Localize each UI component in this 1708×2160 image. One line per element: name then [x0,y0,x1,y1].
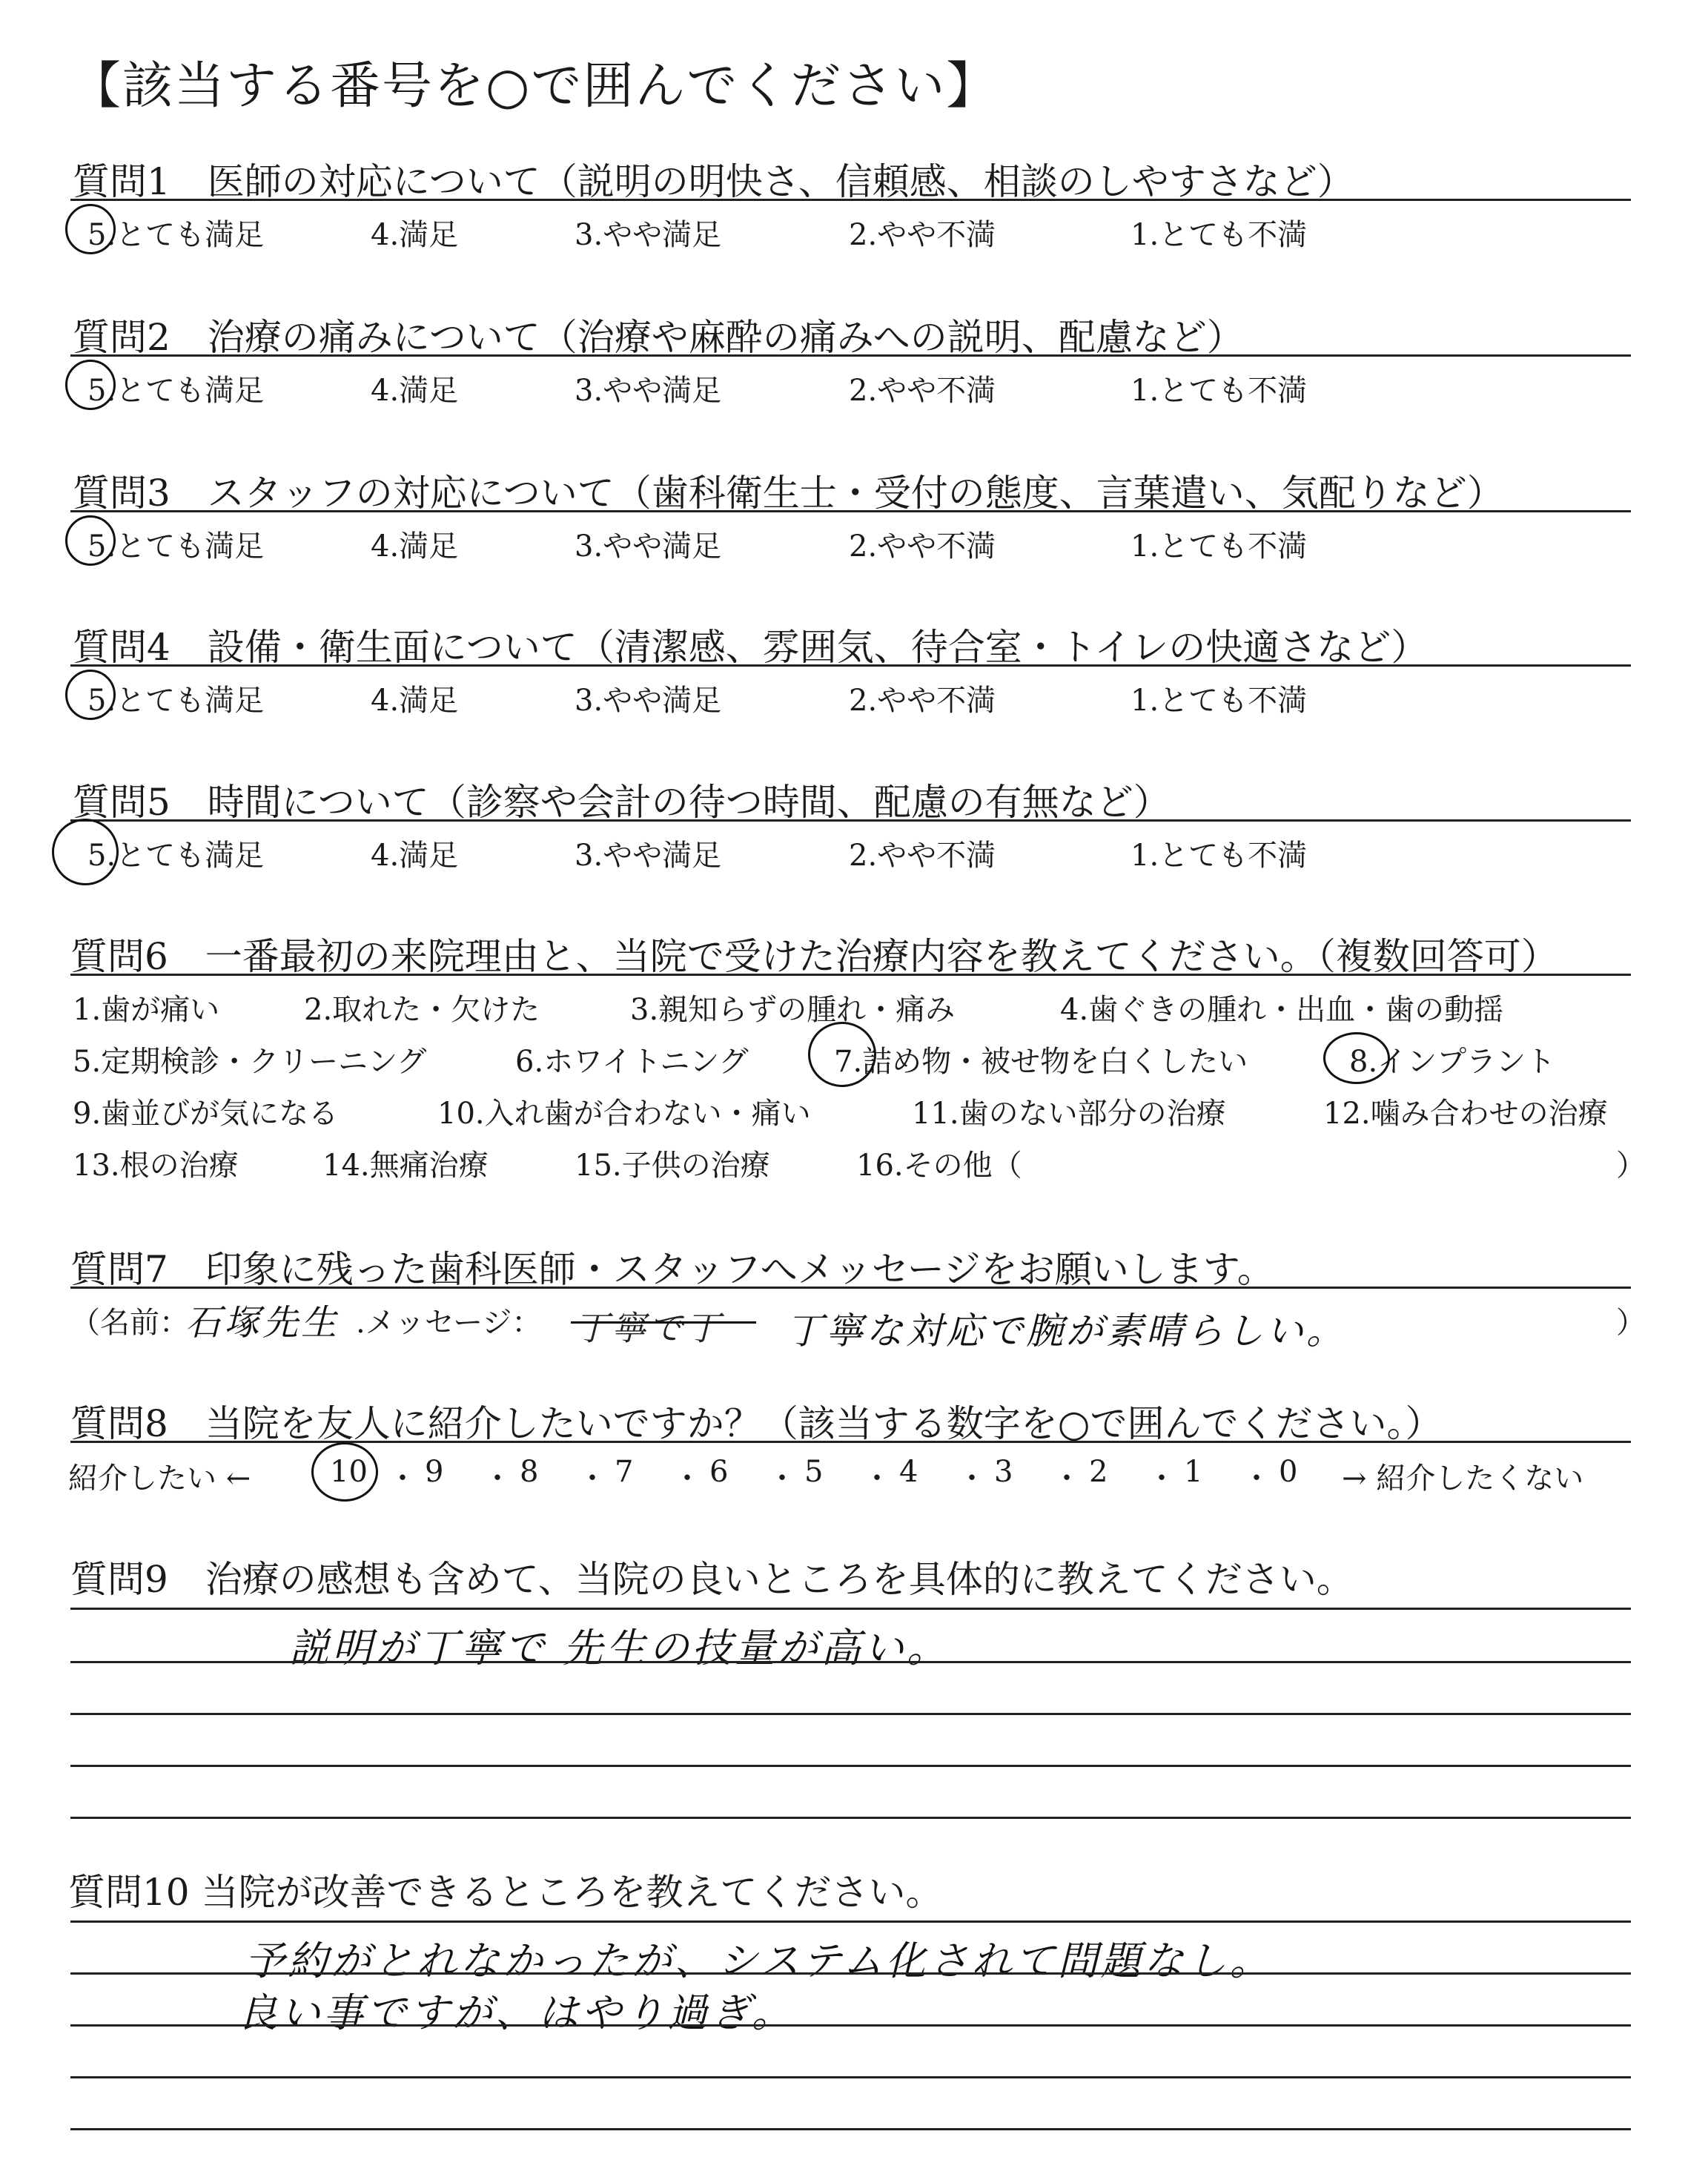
question-9-title: 質問9 治療の感想も含めて、当院の良いところを具体的に教えてください。 [70,1558,1354,1601]
question-6-title: 質問6 一番最初の来院理由と、当院で受けた治療内容を教えてください。（複数回答可） [70,935,1558,978]
q6-option-5[interactable]: 5.定期検診・クリーニング [73,1045,427,1079]
q9-answer[interactable]: 説明が丁寧で 先生の技量が高い。 [289,1625,950,1671]
scale-value[interactable]: 8 [520,1455,539,1489]
answer-line [70,1920,1631,1923]
scale-separator: ・ [388,1462,417,1496]
message-label: .メッセージ： [356,1306,542,1340]
divider [70,199,1631,201]
selection-circle [65,204,116,254]
selection-circle [65,515,116,566]
scale-separator: ・ [483,1462,512,1496]
struck-text: 丁寧で丁 [575,1308,723,1348]
answer-line [70,1661,1631,1663]
divider [70,664,1631,667]
scale-value[interactable]: 7 [615,1455,634,1489]
q6-option-12[interactable]: 12.噛み合わせの治療 [1323,1097,1608,1131]
option-2[interactable]: 2.やや不満 [849,374,996,408]
divider [70,1287,1631,1289]
page-header: 【該当する番号を○で囲んでください】 [70,57,999,116]
option-5[interactable]: 5.とても満足 [87,218,265,252]
strikethrough-line [571,1321,756,1324]
recommend-left-label: 紹介したい ← [68,1462,251,1496]
q6-option-3[interactable]: 3.親知らずの腫れ・痛み [630,993,956,1027]
option-4[interactable]: 4.満足 [371,218,459,252]
scale-separator: ・ [767,1462,797,1496]
name-value[interactable]: 石塚先生 [185,1302,340,1344]
option-4[interactable]: 4.満足 [371,684,459,718]
option-2[interactable]: 2.やや不満 [849,218,996,252]
option-4[interactable]: 4.満足 [371,529,459,564]
selection-circle [65,670,116,720]
divider [70,819,1631,822]
q6-option-7[interactable]: 7.詰め物・被せ物を白くしたい [834,1045,1248,1079]
selection-circle [808,1022,876,1087]
scale-separator: ・ [1052,1462,1082,1496]
option-5[interactable]: 5.とても満足 [87,529,265,564]
scale-separator: ・ [862,1462,892,1496]
question-4-title: 質問4 設備・衛生面について（清潔感、雰囲気、待合室・トイレの快適さなど） [73,626,1429,669]
answer-line [70,2024,1631,2027]
question-2-title: 質問2 治療の痛みについて（治療や麻酔の痛みへの説明、配慮など） [73,316,1244,359]
option-3[interactable]: 3.やや満足 [575,684,722,718]
q6-option-10[interactable]: 10.入れ歯が合わない・痛い [437,1097,811,1131]
selection-circle [65,360,116,410]
scale-value[interactable]: 3 [994,1455,1013,1489]
option-3[interactable]: 3.やや満足 [575,374,722,408]
divider [70,510,1631,512]
selection-circle [311,1442,378,1502]
close-paren: ） [1616,1149,1646,1183]
divider [70,974,1631,976]
scale-value[interactable]: 1 [1184,1455,1203,1489]
question-3-title: 質問3 スタッフの対応について（歯科衛生士・受付の態度、言葉遣い、気配りなど） [73,472,1504,515]
scale-value[interactable]: 4 [899,1455,918,1489]
divider [70,1441,1631,1443]
option-3[interactable]: 3.やや満足 [575,529,722,564]
question-7-title: 質問7 印象に残った歯科医師・スタッフへメッセージをお願いします。 [70,1248,1274,1291]
scale-separator: ・ [577,1462,607,1496]
answer-line [70,1972,1631,1975]
q10-answer-line-2[interactable]: 良い事ですが、はやり過ぎ。 [237,1989,795,2036]
name-label: （名前： [70,1306,189,1340]
option-3[interactable]: 3.やや満足 [575,839,722,873]
option-1[interactable]: 1.とても不満 [1131,374,1308,408]
option-1[interactable]: 1.とても不満 [1131,529,1308,564]
q6-option-1[interactable]: 1.歯が痛い [73,993,220,1027]
q6-option-14[interactable]: 14.無痛治療 [322,1149,489,1183]
answer-line [70,1817,1631,1819]
q10-answer-line-1[interactable]: 予約がとれなかったが、システム化されて問題なし。 [245,1938,1273,1984]
scale-value[interactable]: 6 [709,1455,729,1489]
question-5-title: 質問5 時間について（診察や会計の待つ時間、配慮の有無など） [73,781,1171,824]
scale-value[interactable]: 10 [330,1455,368,1489]
question-1-title: 質問1 医師の対応について（説明の明快さ、信頼感、相談のしやすさなど） [73,160,1354,203]
option-4[interactable]: 4.満足 [371,374,459,408]
selection-circle [1323,1032,1390,1084]
option-1[interactable]: 1.とても不満 [1131,218,1308,252]
option-2[interactable]: 2.やや不満 [849,839,996,873]
scale-value[interactable]: 2 [1089,1455,1108,1489]
q6-option-9[interactable]: 9.歯並びが気になる [73,1097,339,1131]
recommend-right-label: → 紹介したくない [1342,1462,1584,1496]
option-2[interactable]: 2.やや不満 [849,529,996,564]
close-paren: ） [1616,1306,1646,1340]
q6-option-6[interactable]: 6.ホワイトニング [515,1045,749,1079]
q6-option-15[interactable]: 15.子供の治療 [575,1149,770,1183]
option-2[interactable]: 2.やや不満 [849,684,996,718]
scale-separator: ・ [957,1462,987,1496]
scale-value[interactable]: 5 [804,1455,824,1489]
option-1[interactable]: 1.とても不満 [1131,684,1308,718]
scale-separator: ・ [1242,1462,1271,1496]
q6-option-11[interactable]: 11.歯のない部分の治療 [912,1097,1226,1131]
question-8-title: 質問8 当院を友人に紹介したいですか？（該当する数字を○で囲んでください。） [70,1402,1443,1445]
option-5[interactable]: 5.とても満足 [87,374,265,408]
q6-option-13[interactable]: 13.根の治療 [73,1149,239,1183]
answer-line [70,2128,1631,2130]
selection-circle [52,819,119,885]
divider [70,354,1631,357]
answer-line [70,1608,1631,1610]
option-3[interactable]: 3.やや満足 [575,218,722,252]
q6-option-16[interactable]: 16.その他（ [856,1149,1022,1183]
q6-option-2[interactable]: 2.取れた・欠けた [304,993,540,1027]
q6-option-8[interactable]: 8.インプラント [1349,1045,1556,1079]
q6-option-4[interactable]: 4.歯ぐきの腫れ・出血・歯の動揺 [1060,993,1504,1027]
scale-separator: ・ [672,1462,702,1496]
option-5[interactable]: 5.とても満足 [87,839,265,873]
option-4[interactable]: 4.満足 [371,839,459,873]
answer-line [70,2076,1631,2078]
answer-line [70,1765,1631,1767]
scale-value[interactable]: 0 [1279,1455,1298,1489]
option-5[interactable]: 5.とても満足 [87,684,265,718]
answer-line [70,1713,1631,1715]
scale-separator: ・ [1147,1462,1176,1496]
message-value[interactable]: 丁寧な対応で腕が素晴らしい。 [786,1309,1346,1353]
question-10-title: 質問10 当院が改善できるところを教えてください。 [68,1871,943,1914]
option-1[interactable]: 1.とても不満 [1131,839,1308,873]
scale-value[interactable]: 9 [425,1455,444,1489]
